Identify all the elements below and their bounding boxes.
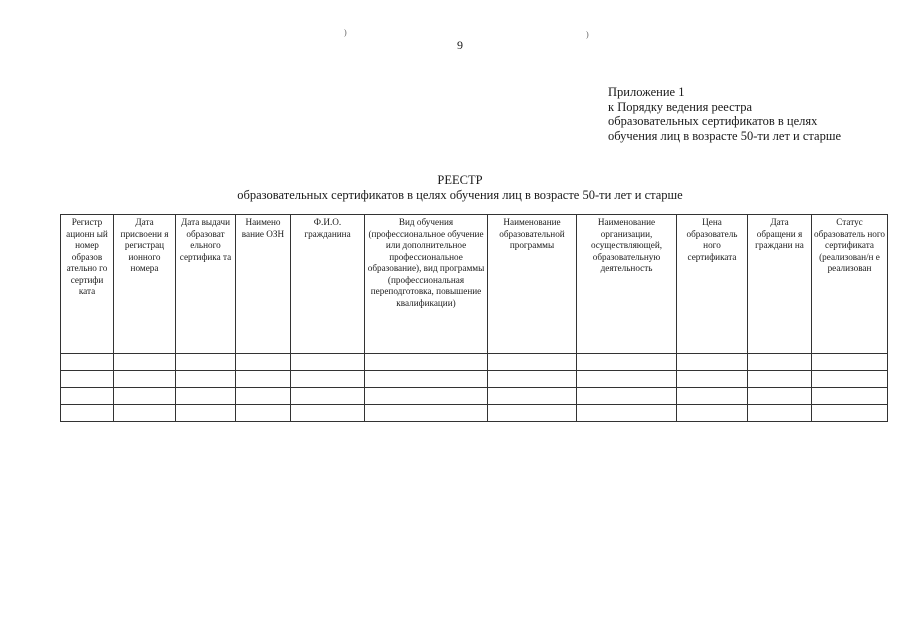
registry-table [60, 214, 888, 422]
table-cell [61, 371, 114, 388]
table-cell [176, 405, 236, 422]
table-cell [812, 371, 888, 388]
table-cell [176, 388, 236, 405]
column-header-number-assignment-date: Дата присвоени я регистрац ионного номера [114, 215, 176, 354]
table-cell [291, 388, 365, 405]
column-header-issue-date: Дата выдачи образоват ельного сертифика та [176, 215, 236, 354]
document-subtitle: образовательных сертификатов в целях обучения лиц в возрасте 50-ти лет и старше [237, 187, 683, 202]
table-cell [812, 354, 888, 371]
table-cell [176, 371, 236, 388]
document-title: РЕЕСТР [437, 173, 483, 187]
table-cell [365, 388, 488, 405]
table-cell [577, 405, 677, 422]
appendix-line: образовательных сертификатов в целях [608, 114, 818, 128]
table-cell [677, 388, 748, 405]
table-cell [577, 371, 677, 388]
table-cell [176, 354, 236, 371]
table-cell [291, 371, 365, 388]
table-cell [61, 405, 114, 422]
table-header-row [61, 215, 888, 354]
column-header-citizen-name: Ф.И.О. гражданина [291, 215, 365, 354]
column-header-request-date: Дата обращени я граждани на [748, 215, 812, 354]
appendix-line: обучения лиц в возрасте 50-ти лет и старше [608, 128, 841, 143]
appendix-note [608, 85, 898, 143]
table-cell [236, 388, 291, 405]
table-cell [677, 371, 748, 388]
table-cell [577, 354, 677, 371]
table-cell [748, 388, 812, 405]
table-cell [677, 405, 748, 422]
page-number: 9 [457, 38, 463, 52]
table-cell [114, 354, 176, 371]
table-cell [748, 371, 812, 388]
scan-speck: ) [586, 30, 589, 39]
document-heading [130, 173, 790, 202]
scan-speck: ) [344, 28, 347, 37]
table-cell [61, 388, 114, 405]
table-cell [748, 354, 812, 371]
table-cell [748, 405, 812, 422]
appendix-line: к Порядку ведения реестра [608, 99, 753, 114]
table-row [61, 354, 888, 371]
table-cell [114, 388, 176, 405]
table-cell [812, 388, 888, 405]
table-cell [236, 371, 291, 388]
column-header-certificate-price: Цена образователь ного сертификата [677, 215, 748, 354]
column-header-program-name: Наименование образовательной программы [488, 215, 577, 354]
table-cell [365, 405, 488, 422]
table-row [61, 405, 888, 422]
table-cell [236, 405, 291, 422]
table-cell [114, 405, 176, 422]
table-cell [365, 354, 488, 371]
table-cell [488, 354, 577, 371]
table-cell [577, 388, 677, 405]
column-header-registration-number: Регистр ационн ый номер образов ательно го сертифи ката [61, 215, 114, 354]
column-header-certificate-status: Статус образователь ного сертификата (реализован/н е реализован [812, 215, 888, 354]
table-cell [291, 354, 365, 371]
table-cell [236, 354, 291, 371]
table-cell [365, 371, 488, 388]
table-cell [291, 405, 365, 422]
column-header-ozn-name: Наимено вание ОЗН [236, 215, 291, 354]
table-row [61, 388, 888, 405]
table-row [61, 371, 888, 388]
appendix-line: Приложение 1 [608, 85, 685, 99]
table-cell [812, 405, 888, 422]
table-cell [488, 371, 577, 388]
table-cell [488, 388, 577, 405]
table-cell [114, 371, 176, 388]
table-cell [61, 354, 114, 371]
column-header-training-type: Вид обучения (профессиональное обучение или дополнительное профессиональное образование), вид программы (профессиональная переподготовка, повышение квалификации) [365, 215, 488, 354]
table-cell [677, 354, 748, 371]
table-cell [488, 405, 577, 422]
column-header-organization-name: Наименование организации, осуществляющей, образовательную деятельность [577, 215, 677, 354]
